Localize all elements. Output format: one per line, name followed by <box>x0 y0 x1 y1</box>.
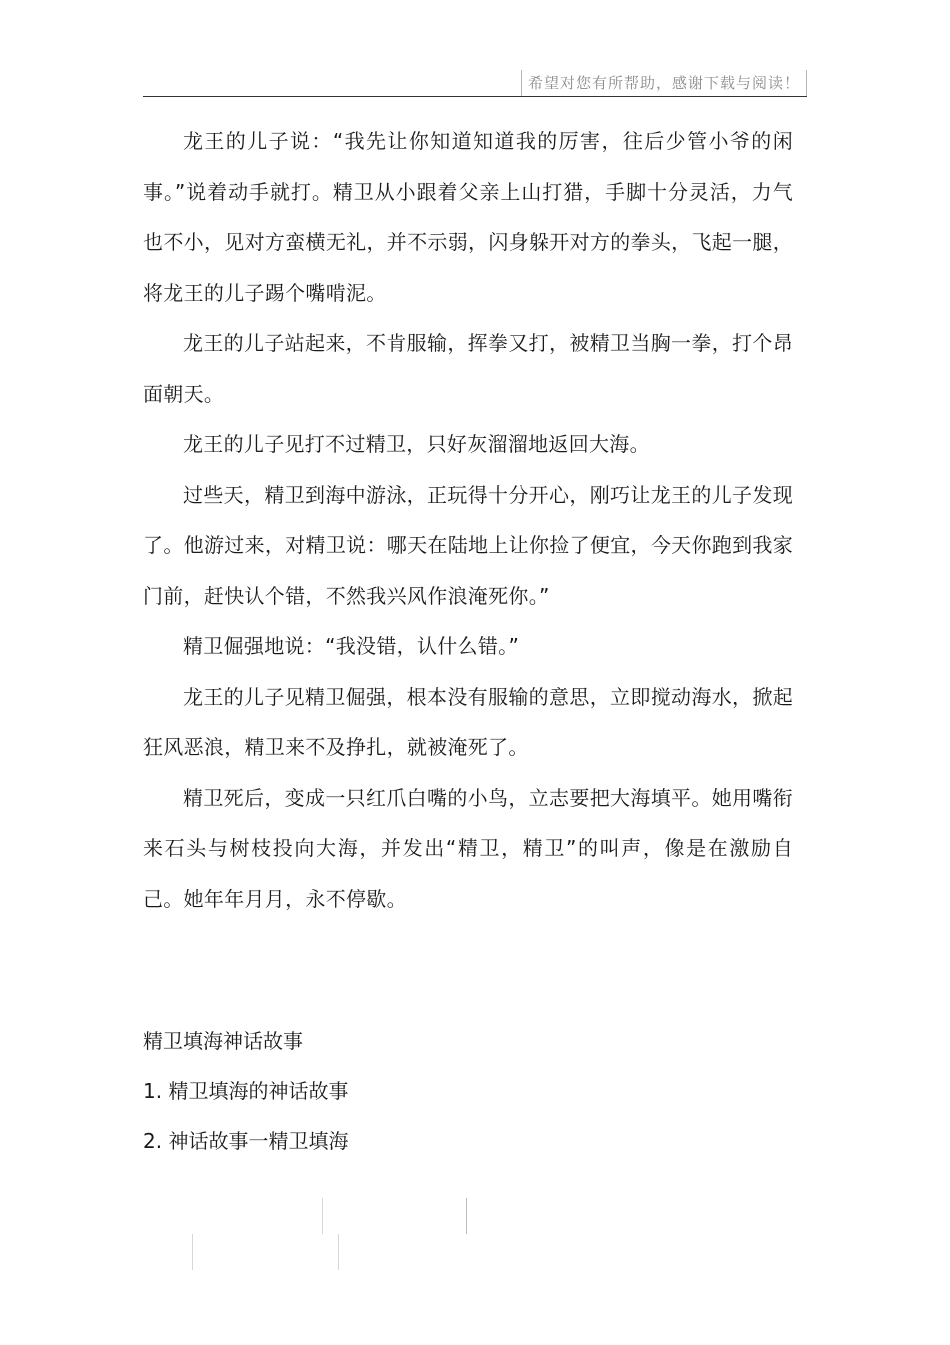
related-list <box>143 1066 793 1166</box>
story-body <box>143 116 793 924</box>
story-paragraph: 精卫死后，变成一只红爪白嘴的小鸟，立志要把大海填平。她用嘴衔来石头与树枝投向大海，并发出“精卫，精卫”的叫声，像是在激励自己。她年年月月，永不停歇。 <box>143 785 793 911</box>
story-paragraph: 龙王的儿子见打不过精卫，只好灰溜溜地返回大海。 <box>183 432 650 456</box>
story-paragraph: 精卫倔强地说：“我没错，认什么错。” <box>183 634 520 658</box>
related-articles <box>143 1016 793 1166</box>
table-rule-mark <box>322 1198 323 1234</box>
table-rule-mark <box>466 1198 467 1234</box>
table-rule-mark <box>338 1234 339 1270</box>
header-rule <box>143 96 807 97</box>
story-paragraph: 龙王的儿子站起来，不肯服输，挥拳又打，被精卫当胸一拳，打个昂面朝天。 <box>143 331 793 406</box>
story-paragraph: 过些天，精卫到海中游泳，正玩得十分开心，刚巧让龙王的儿子发现了。他游过来，对精卫说：哪天在陆地上让你捡了便宜，今天你跑到我家门前，赶快认个错，不然我兴风作浪淹死你。” <box>143 482 793 608</box>
header-note: 希望对您有所帮助，感谢下载与阅读！ <box>521 70 807 96</box>
story-paragraph: 龙王的儿子见精卫倔强，根本没有服输的意思，立即搅动海水，掀起狂风恶浪，精卫来不及挣扎，就被淹死了。 <box>143 684 793 759</box>
related-title: 精卫填海神话故事 <box>143 1029 303 1053</box>
table-rule-mark <box>192 1234 193 1270</box>
related-item[interactable]: 1. 精卫填海的神话故事 <box>143 1079 349 1103</box>
related-item[interactable]: 2. 神话故事一精卫填海 <box>143 1129 349 1153</box>
story-paragraph: 龙王的儿子说：“我先让你知道知道我的厉害，往后少管小爷的闲事。”说着动手就打。精卫从小跟着父亲上山打猎，手脚十分灵活，力气也不小，见对方蛮横无礼，并不示弱，闪身躲开对方的拳头，飞起一腿，将龙王的儿子踢个嘴啃泥。 <box>143 129 793 305</box>
